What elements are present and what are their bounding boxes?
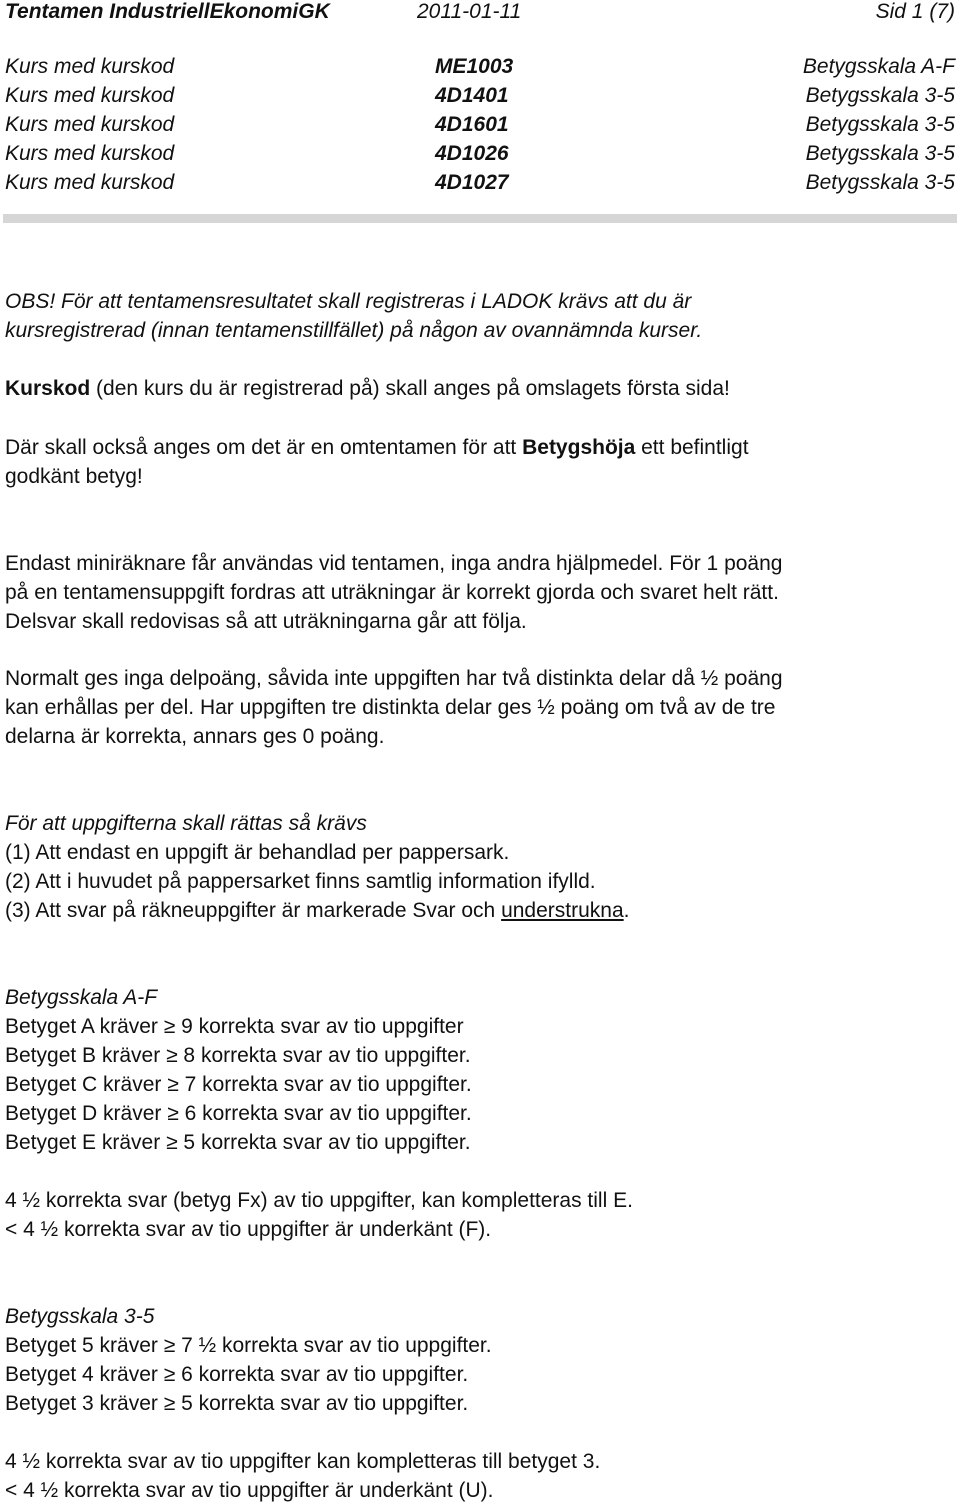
partial-line: Normalt ges inga delpoäng, såvida inte uppgiften har två distinkta delar då ½ poäng bbox=[5, 667, 783, 690]
course-scale: Betygsskala 3-5 bbox=[805, 142, 955, 165]
course-code: 4D1027 bbox=[435, 171, 509, 194]
grade-requirement: Betyget B kräver ≥ 8 korrekta svar av tio uppgifter. bbox=[5, 1044, 471, 1067]
rules-line: Delsvar skall redovisas så att uträkningarna går att följa. bbox=[5, 610, 527, 633]
scale-35-heading: Betygsskala 3-5 bbox=[5, 1305, 155, 1328]
scale-35-note: 4 ½ korrekta svar av tio uppgifter kan kompletteras till betyget 3. bbox=[5, 1450, 601, 1473]
course-label: Kurs med kurskod bbox=[5, 142, 175, 165]
page-number: Sid 1 (7) bbox=[875, 0, 955, 23]
kurskod-instruction bbox=[5, 374, 730, 403]
course-row bbox=[5, 113, 955, 142]
betygshoja-pre: Där skall också anges om det är en omtentamen för att bbox=[5, 436, 523, 459]
course-code: ME1003 bbox=[435, 55, 514, 78]
course-label: Kurs med kurskod bbox=[5, 55, 175, 78]
rules-line: på en tentamensuppgift fordras att uträkningar är korrekt gjorda och svaret helt rätt. bbox=[5, 581, 779, 604]
requirement-item bbox=[5, 896, 630, 925]
course-scale: Betygsskala 3-5 bbox=[805, 84, 955, 107]
scale-35-note: < 4 ½ korrekta svar av tio uppgifter är underkänt (U). bbox=[5, 1479, 494, 1502]
course-row bbox=[5, 142, 955, 171]
course-label: Kurs med kurskod bbox=[5, 113, 175, 136]
requirement-item: (1) Att endast en uppgift är behandlad per pappersark. bbox=[5, 841, 510, 864]
requirement-item: (2) Att i huvudet på pappersarket finns samtlig information ifylld. bbox=[5, 870, 596, 893]
betygshoja-post: ett befintligt bbox=[635, 436, 749, 459]
course-row bbox=[5, 55, 955, 84]
exam-title: Tentamen IndustriellEkonomiGK bbox=[5, 0, 330, 23]
requirements-heading: För att uppgifterna skall rättas så krävs bbox=[5, 812, 367, 835]
course-label: Kurs med kurskod bbox=[5, 84, 175, 107]
kurskod-bold: Kurskod bbox=[5, 377, 91, 400]
grade-requirement: Betyget 3 kräver ≥ 5 korrekta svar av tio uppgifter. bbox=[5, 1392, 469, 1415]
grade-requirement: Betyget A kräver ≥ 9 korrekta svar av tio uppgifter bbox=[5, 1015, 464, 1038]
scale-af-note: 4 ½ korrekta svar (betyg Fx) av tio uppgifter, kan kompletteras till E. bbox=[5, 1189, 633, 1212]
rules-line: Endast miniräknare får användas vid tentamen, inga andra hjälpmedel. För 1 poäng bbox=[5, 552, 783, 575]
course-row bbox=[5, 171, 955, 200]
course-row bbox=[5, 84, 955, 113]
underlined-word: understrukna bbox=[501, 899, 624, 922]
section-divider bbox=[3, 214, 957, 223]
course-code: 4D1026 bbox=[435, 142, 509, 165]
course-scale: Betygsskala A-F bbox=[802, 55, 955, 78]
grade-requirement: Betyget D kräver ≥ 6 korrekta svar av tio uppgifter. bbox=[5, 1102, 472, 1125]
grade-requirement: Betyget C kräver ≥ 7 korrekta svar av tio uppgifter. bbox=[5, 1073, 472, 1096]
partial-line: kan erhållas per del. Har uppgiften tre distinkta delar ges ½ poäng om två av de tre bbox=[5, 696, 776, 719]
obs-line: kursregistrerad (innan tentamenstillfället) på någon av ovannämnda kurser. bbox=[5, 319, 703, 342]
exam-date: 2011-01-11 bbox=[417, 0, 522, 23]
partial-line: delarna är korrekta, annars ges 0 poäng. bbox=[5, 725, 385, 748]
betygshoja-line2: godkänt betyg! bbox=[5, 465, 143, 488]
course-code: 4D1601 bbox=[435, 113, 509, 136]
requirement-text: (3) Att svar på räkneuppgifter är markerade Svar och bbox=[5, 899, 502, 922]
course-label: Kurs med kurskod bbox=[5, 171, 175, 194]
scale-af-note: < 4 ½ korrekta svar av tio uppgifter är underkänt (F). bbox=[5, 1218, 492, 1241]
course-scale: Betygsskala 3-5 bbox=[805, 171, 955, 194]
obs-line: OBS! För att tentamensresultatet skall registreras i LADOK krävs att du är bbox=[5, 290, 692, 313]
betygshoja-bold: Betygshöja bbox=[522, 436, 636, 459]
grade-requirement: Betyget E kräver ≥ 5 korrekta svar av tio uppgifter. bbox=[5, 1131, 471, 1154]
scale-af-heading: Betygsskala A-F bbox=[5, 986, 158, 1009]
betygshoja-instruction bbox=[5, 433, 749, 462]
course-code: 4D1401 bbox=[435, 84, 509, 107]
grade-requirement: Betyget 4 kräver ≥ 6 korrekta svar av tio uppgifter. bbox=[5, 1363, 469, 1386]
kurskod-text: (den kurs du är registrerad på) skall anges på omslagets första sida! bbox=[90, 377, 730, 400]
requirement-period: . bbox=[623, 899, 630, 922]
course-scale: Betygsskala 3-5 bbox=[805, 113, 955, 136]
page-header bbox=[5, 0, 955, 28]
grade-requirement: Betyget 5 kräver ≥ 7 ½ korrekta svar av tio uppgifter. bbox=[5, 1334, 492, 1357]
